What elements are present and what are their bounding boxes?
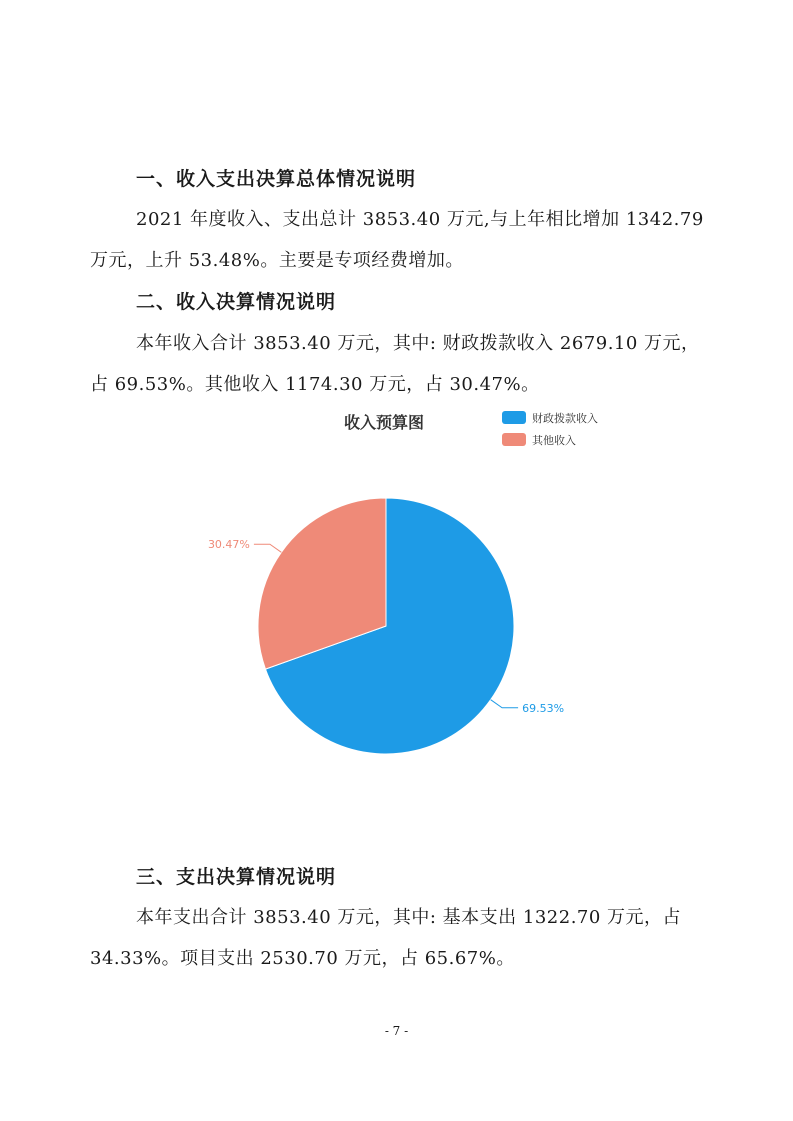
section2-paragraph-line2: 占 69.53%。其他收入 1174.30 万元，占 30.47%。 [90, 374, 540, 395]
section2-heading: 二、收入决算情况说明 [136, 291, 337, 313]
chart-title: 收入预算图 [343, 413, 425, 432]
chart-legend [502, 411, 598, 447]
page-number: - 7 - [384, 1024, 409, 1038]
data-label-1: 69.53% [522, 701, 565, 715]
callout-line-2 [254, 544, 281, 552]
legend-swatch-1 [502, 411, 526, 424]
income-pie-chart [196, 400, 616, 780]
section3-heading: 三、支出决算情况说明 [136, 866, 337, 888]
section1-paragraph-line2: 万元，上升 53.48%。主要是专项经费增加。 [90, 250, 464, 271]
section1-heading: 一、收入支出决算总体情况说明 [136, 168, 417, 190]
section3-paragraph-line2: 34.33%。项目支出 2530.70 万元，占 65.67%。 [90, 948, 515, 969]
section3-paragraph-line1: 本年支出合计 3853.40 万元，其中: 基本支出 1322.70 万元，占 [136, 907, 682, 928]
legend-label-1: 财政拨款收入 [532, 412, 598, 425]
pie-slices [258, 498, 514, 754]
section2-paragraph-line1: 本年收入合计 3853.40 万元，其中: 财政拨款收入 2679.10 万元， [136, 333, 700, 354]
legend-label-2: 其他收入 [532, 434, 576, 447]
data-label-2: 30.47% [207, 538, 250, 552]
section1-paragraph-line1: 2021 年度收入、支出总计 3853.40 万元,与上年相比增加 1342.79 [136, 209, 704, 230]
legend-swatch-2 [502, 433, 526, 446]
callout-line-1 [491, 700, 518, 708]
